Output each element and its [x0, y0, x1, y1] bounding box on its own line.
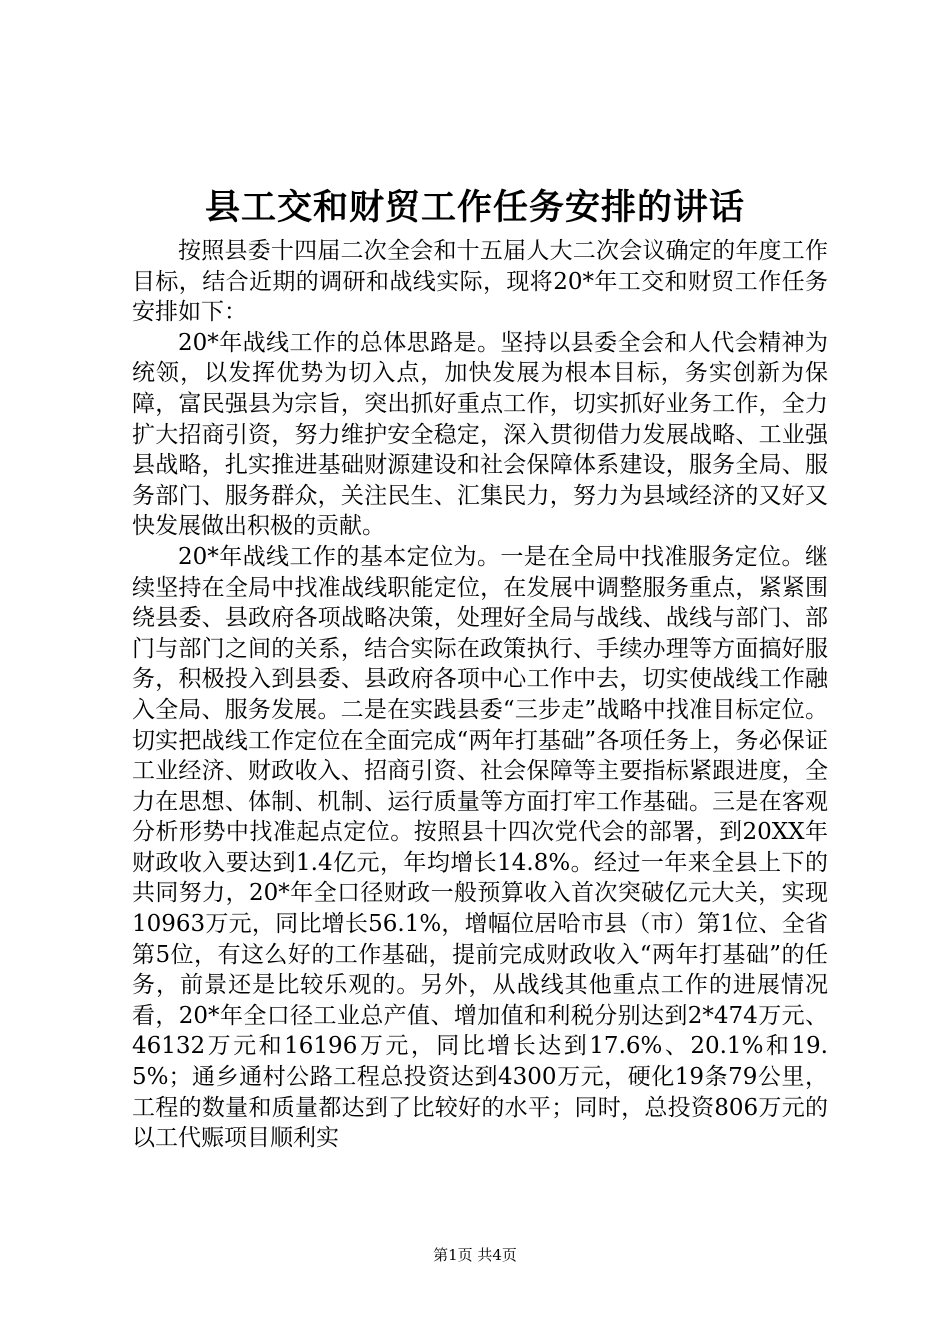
document-title: 县工交和财贸工作任务安排的讲话 — [204, 187, 745, 228]
paragraph-intro: 按照县委十四届二次全会和十五届人大二次会议确定的年度工作目标，结合近期的调研和战线实际，现将20*年工交和财贸工作任务安排如下： — [132, 238, 828, 326]
page-footer: 第1页 共4页 — [433, 1246, 517, 1264]
paragraph-overall-approach: 20*年战线工作的总体思路是。坚持以县委全会和人代会精神为统领，以发挥优势为切入点，加快发展为根本目标，务实创新为保障，富民强县为宗旨，突出抓好重点工作，切实抓好业务工作，全力扩大招商引资，努力维护安全稳定，深入贯彻借力发展战略、工业强县战略，扎实推进基础财源建设和社会保障体系建设，服务全局、服务部门、服务群众，关注民生、汇集民力，努力为县域经济的又好又快发展做出积极的贡献。 — [132, 329, 828, 540]
paragraph-basic-positioning: 20*年战线工作的基本定位为。一是在全局中找准服务定位。继续坚持在全局中找准战线职能定位，在发展中调整服务重点，紧紧围绕县委、县政府各项战略决策，处理好全局与战线、战线与部门、部门与部门之间的关系，结合实际在政策执行、手续办理等方面搞好服务，积极投入到县委、县政府各项中心工作中去，切实使战线工作融入全局、服务发展。二是在实践县委“三步走”战略中找准目标定位。切实把战线工作定位在全面完成“两年打基础”各项任务上，务必保证工业经济、财政收入、招商引资、社会保障等主要指标紧跟进度，全力在思想、体制、机制、运行质量等方面打牢工作基础。三是在客观分析形势中找准起点定位。按照县十四次党代会的部署，到20XX年财政收入要达到1.4亿元，年均增长14.8%。经过一年来全县上下的共同努力，20*年全口径财政一般预算收入首次突破亿元大关，实现10963万元，同比增长56.1%，增幅位居哈市县（市）第1位、全省第5位，有这么好的工作基础，提前完成财政收入“两年打基础”的任务，前景还是比较乐观的。另外，从战线其他重点工作的进展情况看，20*年全口径工业总产值、增加值和利税分别达到2*474万元、46132万元和16196万元，同比增长达到17.6%、20.1%和19.5%；通乡通村公路工程总投资达到4300万元，硬化19条79公里，工程的数量和质量都达到了比较好的水平；同时，总投资806万元的以工代赈项目顺利实 — [132, 543, 828, 1152]
document-body — [132, 236, 828, 1154]
